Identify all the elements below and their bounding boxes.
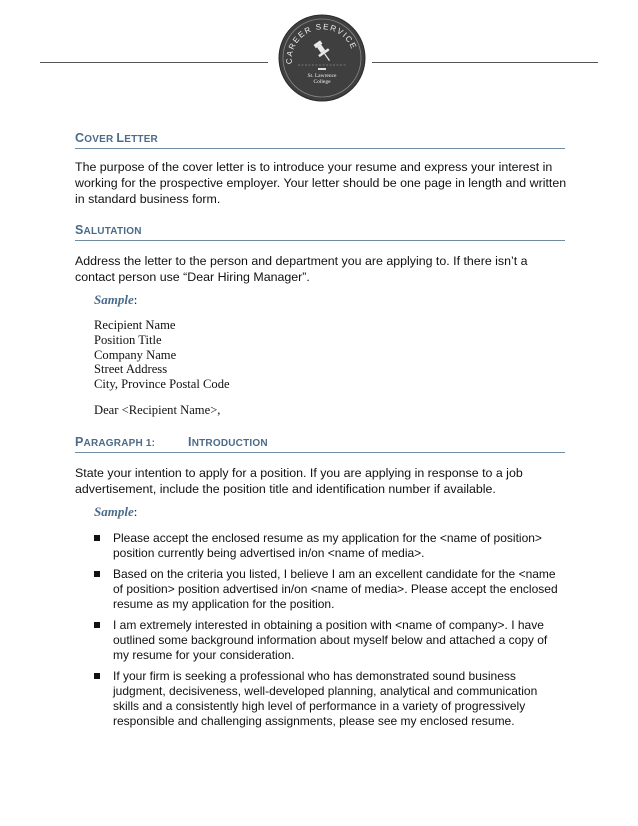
salutation-sample-label: Sample: — [94, 292, 138, 307]
address-line: City, Province Postal Code — [94, 377, 230, 392]
paragraph1-body: State your intention to apply for a position. If you are applying in response to a job advertisement, include the position title and identification number if available. — [75, 466, 523, 496]
salutation-body: Address the letter to the person and department you are applying to. If there isn’t a contact person use “Dear Hiring Manager”. — [75, 254, 528, 284]
cover-letter-body: The purpose of the cover letter is to introduce your resume and express your interest in working for the prospective employer. Your letter should be one page in length and written in standard business form. — [75, 160, 567, 206]
bullet-text: Based on the criteria you listed, I believe I am an excellent candidate for the <name of position> position advertised in/on <name of media>. Please accept the enclosed resume as my application for the position. — [113, 567, 558, 611]
bullet-text: Please accept the enclosed resume as my application for the <name of position> position currently being advertised in/on <name of media>. — [113, 531, 542, 560]
logo-arc-text: CAREER SERVICE — [284, 22, 359, 65]
bullet-square-icon — [94, 535, 100, 541]
address-line: Recipient Name — [94, 318, 176, 332]
address-line: Street Address — [94, 362, 168, 377]
bullet-text: I am extremely interested in obtaining a position with <name of company>. I have outlined some background information about myself below and attached a copy of my resume for your consideration. — [113, 618, 548, 662]
paragraph1-sample-label: Sample: — [94, 504, 138, 519]
recipient-address-block — [94, 318, 230, 392]
bullet-square-icon — [94, 571, 100, 577]
salutation-greeting: Dear <Recipient Name>, — [94, 403, 221, 417]
address-line: Company Name — [94, 347, 177, 362]
cover-letter-heading: COVER LETTER — [75, 131, 565, 149]
header-rule-left — [40, 62, 268, 63]
career-services-logo — [278, 14, 366, 102]
bullet-square-icon — [94, 622, 100, 628]
address-line: Position Title — [94, 332, 162, 347]
logo-college-line2: College — [313, 79, 331, 85]
paragraph1-heading: PARAGRAPH 1: INTRODUCTION — [75, 435, 565, 453]
salutation-heading: SALUTATION — [75, 223, 565, 241]
bullet-text: If your firm is seeking a professional who has demonstrated sound business judgment, decisiveness, well-developed planning, analytical and communication skills and a consistently high level of performance in a variety of progressively responsible and challenging assignments, please see my enclosed resume. — [113, 669, 538, 728]
bullet-square-icon — [94, 673, 100, 679]
header-rule-right — [372, 62, 598, 63]
logo-college-line1: St. Lawrence — [307, 73, 337, 79]
